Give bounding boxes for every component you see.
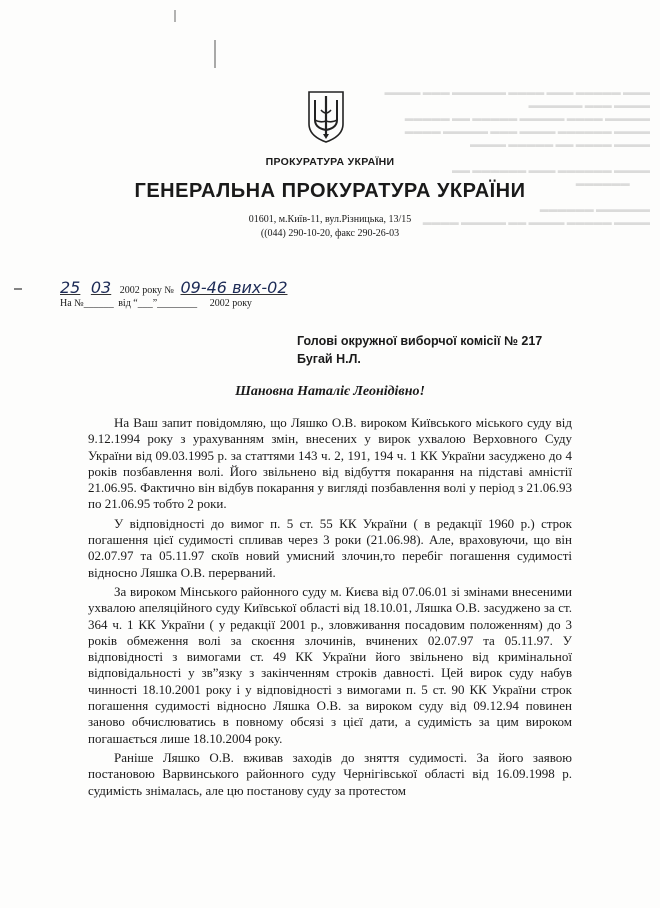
response-reference-line — [60, 298, 252, 309]
pen-mark — [212, 40, 218, 70]
body-paragraph: За вироком Мінського районного суду м. Києва від 07.06.01 зі змінами внесеними ухвалою апеляційного суду Київської області від 18.10.01, Ляшка О.В. засуджено за ст. 364 ч. 1 КК України ( у редакції 2001 р., зловживання посадовим положенням) до 3 років обмеження волі за скоєння злочинів, вчинених 02.07.97 та 05.11.97. У відповідності з вимогами ст. 49 КК України його звільнено від кримінальної відповідальності у зв”язку з закінченням строків давності. Цей вирок суду набув чинності 18.10.2001 року і у відповідності з вимогами п. 5 ст. 90 КК України строк погашення судимості відносно Ляшка О.В. за вироком суду від 09.12.94 повинен заново обчислюватись в повному обсязі з цієї дати, а судимість за цим вироком погашається лише 18.10.2004 року. — [88, 583, 572, 746]
recipient-name: Бугай Н.Л. — [297, 352, 361, 366]
handwritten-month: 03 — [90, 278, 112, 297]
recipient-block — [297, 332, 542, 368]
body-paragraph: На Ваш запит повідомляю, що Ляшко О.В. вироком Київського міського суду від 9.12.1994 року з урахуванням змін, внесених у вирок ухвалою Верховного Суду України від 09.03.1995 р. за статтями 143 ч. 2, 191, 194 ч. 1 КК України засуджено до 4 років позбавлення волі. Його звільнено від відбуття покарання на підставі амністії 21.06.95. Фактично він відбув покарання у вигляді позбавлення волі у період з 21.06.93 по 21.06.95 тобто 2 роки. — [88, 415, 572, 512]
registration-year-text: 2002 року № — [119, 285, 174, 296]
salutation: Шановна Наталіє Леонідівно! — [235, 384, 425, 399]
recipient-position: Голові окружної виборчої комісії № 217 — [297, 334, 543, 348]
body-paragraph: Раніше Ляшко О.В. вживав заходів до зняття судимості. За його заявою постановою Варвинського районного суду Чернігівської області від 16.09.1998 р. судимість знімалась, але цю постанову суду за протестом — [88, 749, 572, 798]
org-name-title: ГЕНЕРАЛЬНА ПРОКУРАТУРА УКРАЇНИ — [134, 180, 526, 202]
response-year: 2002 року — [209, 298, 252, 309]
response-number-blank: ______ — [83, 298, 114, 309]
org-address: 01601, м.Київ-11, вул.Різницька, 13/15 — [248, 214, 412, 225]
handwritten-outgoing-number: 09-46 вих-02 — [180, 278, 288, 297]
trident-coat-of-arms-icon — [306, 90, 346, 144]
outgoing-registration-line — [60, 278, 288, 297]
org-phones: ((044) 290-10-20, факс 290-26-03 — [260, 228, 400, 239]
letter-body — [88, 415, 572, 802]
pen-mark — [172, 10, 178, 24]
org-name-small: ПРОКУРАТУРА УКРАЇНИ — [265, 156, 395, 168]
response-from-label: від — [118, 298, 131, 309]
handwritten-day: 25 — [60, 278, 81, 297]
pen-mark — [14, 286, 24, 292]
response-prefix: На № — [60, 298, 84, 309]
body-paragraph: У відповідності до вимог п. 5 ст. 55 КК України ( в редакції 1960 р.) строк погашення цієї судимості спливав через 3 роки (21.06.98). Але, враховуючи, що він 02.07.97 та 05.11.97 скоїв новий умисний злочин,то перебіг погашення судимості відносно Ляшка О.В. перерваний. — [88, 515, 572, 580]
response-date-blank: “___”________ — [133, 298, 198, 309]
bleed-through-shadow: ▬▬▬ ▬▬▬▬▬ ▬▬▬ ▬▬▬▬ ▬▬▬▬▬▬ ▬▬▬ ▬▬▬▬ ▬▬▬▬ ▬▬▬ ▬▬▬▬▬▬ ▬▬▬▬▬ ▬▬▬▬ ▬▬▬▬▬ ▬▬▬▬▬ ▬▬ ▬▬▬▬▬ ▬▬▬▬ ▬▬▬▬▬▬ ▬▬▬▬ ▬▬▬ ▬▬▬▬▬ ▬▬▬▬ ▬▬▬▬ ▬▬▬▬ ▬▬ ▬▬▬▬▬ ▬▬▬▬ ▬▬▬▬ ▬▬▬▬▬▬ ▬▬▬ ▬▬▬▬▬▬ ▬▬ ▬▬▬▬▬▬ ▬▬▬▬▬▬ ▬▬▬▬▬▬ ▬▬▬▬ ▬▬▬▬▬ ▬▬▬▬ ▬▬ ▬▬▬▬▬ ▬▬▬▬ — [384, 87, 650, 227]
